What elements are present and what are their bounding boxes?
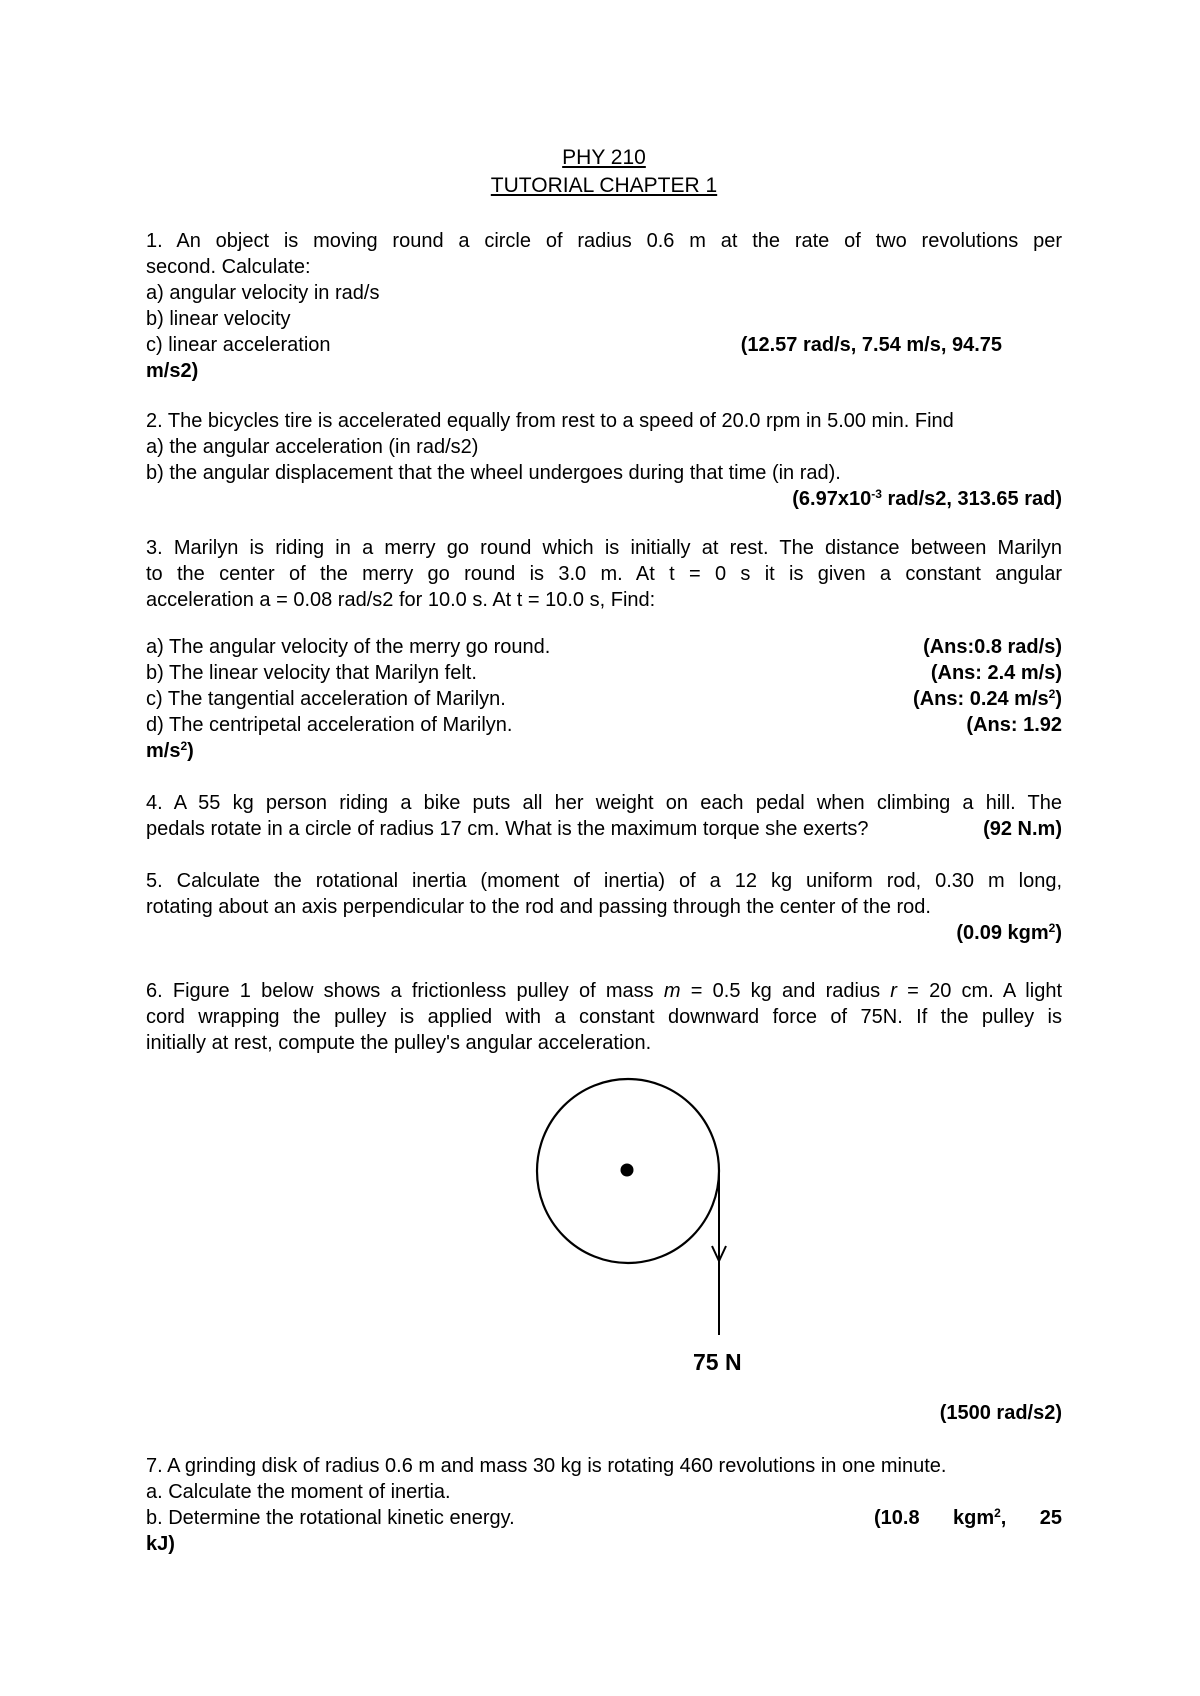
q4-line2: pedals rotate in a circle of radius 17 cm. What is the maximum torque she exerts? bbox=[146, 818, 869, 840]
question-4 bbox=[146, 790, 1062, 842]
q3-answer-c-close: ) bbox=[1055, 688, 1062, 710]
q5-line2: rotating about an axis perpendicular to the rod and passing through the center of the rod. bbox=[146, 896, 931, 918]
q7-answer-value: (10.8 bbox=[874, 1507, 920, 1529]
q1-line2: second. Calculate: bbox=[146, 256, 311, 278]
q5-answer-exponent: 2 bbox=[1048, 921, 1056, 935]
q3-answer-d-exponent: 2 bbox=[180, 739, 188, 753]
q3-part-a-row bbox=[146, 634, 1062, 660]
q3-line3: acceleration a = 0.08 rad/s2 for 10.0 s. At t = 10.0 s, Find: bbox=[146, 589, 656, 611]
q5-answer-base: (0.09 kgm bbox=[956, 922, 1049, 944]
q4-line2-row bbox=[146, 816, 1062, 842]
q3-part-c: c) The tangential acceleration of Marilyn. bbox=[146, 688, 506, 710]
question-3-parts bbox=[146, 634, 1062, 764]
q3-part-b: b) The linear velocity that Marilyn felt. bbox=[146, 662, 477, 684]
q1-answer-cont: m/s2) bbox=[146, 360, 199, 382]
q1-part-c: c) linear acceleration bbox=[146, 334, 331, 356]
q3-answer-d-unit: m/s bbox=[146, 740, 181, 762]
q3-answer-a: (Ans:0.8 rad/s) bbox=[923, 636, 1062, 658]
q7-answer-comma: , bbox=[1000, 1507, 1007, 1529]
q2-answer-rest: rad/s2, 313.65 rad) bbox=[881, 488, 1062, 510]
q6-mass-symbol: m bbox=[663, 980, 681, 1002]
q6-line1 bbox=[146, 978, 1062, 1004]
q1-part-a: a) angular velocity in rad/s bbox=[146, 282, 380, 304]
q5-answer-close: ) bbox=[1055, 922, 1062, 944]
question-3 bbox=[146, 535, 1062, 613]
q2-part-a: a) the angular acceleration (in rad/s2) bbox=[146, 436, 479, 458]
q6-answer: (1500 rad/s2) bbox=[939, 1402, 1062, 1424]
q2-answer bbox=[146, 486, 1062, 512]
q2-answer-base: (6.97x10 bbox=[792, 488, 872, 510]
force-arrow-icon bbox=[712, 1246, 726, 1261]
q1-part-c-row bbox=[146, 332, 1062, 358]
q6-line1-middle: = 0.5 kg and radius bbox=[680, 980, 891, 1002]
pulley-wheel bbox=[537, 1079, 719, 1263]
q3-answer-c-exponent: 2 bbox=[1048, 687, 1056, 701]
pulley-axle bbox=[621, 1164, 634, 1177]
question-1 bbox=[146, 228, 1062, 384]
course-code: PHY 210 bbox=[562, 146, 646, 169]
q3-answer-c bbox=[913, 686, 1062, 712]
q2-line1: 2. The bicycles tire is accelerated equally from rest to a speed of 20.0 rpm in 5.00 min. Find bbox=[146, 410, 954, 432]
q4-line1: 4. A 55 kg person riding a bike puts all her weight on each pedal when climbing a hill. The bbox=[146, 792, 1062, 814]
q6-line2: cord wrapping the pulley is applied with a constant downward force of 75N. If the pulley is bbox=[146, 1006, 1062, 1028]
q7-answer bbox=[874, 1505, 1062, 1531]
q3-answer-d: (Ans: 1.92 bbox=[966, 714, 1062, 736]
q2-answer-exponent: -3 bbox=[871, 487, 882, 501]
q3-answer-d-cont bbox=[146, 738, 1062, 764]
q3-part-d: d) The centripetal acceleration of Marilyn. bbox=[146, 714, 513, 736]
q3-part-a: a) The angular velocity of the merry go round. bbox=[146, 636, 551, 658]
question-7 bbox=[146, 1453, 1062, 1557]
q1-answer: (12.57 rad/s, 7.54 m/s, 94.75 bbox=[740, 334, 1002, 356]
q6-line3: initially at rest, compute the pulley's angular acceleration. bbox=[146, 1032, 652, 1054]
q1-line1: 1. An object is moving round a circle of radius 0.6 m at the rate of two revolutions per bbox=[146, 230, 1062, 252]
q7-answer-exponent: 2 bbox=[994, 1506, 1001, 1520]
q6-line1-end: = 20 cm. A light bbox=[896, 980, 1062, 1002]
q7-part-a: a. Calculate the moment of inertia. bbox=[146, 1481, 451, 1503]
question-5 bbox=[146, 868, 1062, 946]
q2-part-b: b) the angular displacement that the wheel undergoes during that time (in rad). bbox=[146, 462, 841, 484]
force-label: 75 N bbox=[693, 1349, 742, 1375]
q7-part-b-row bbox=[146, 1505, 1062, 1531]
q7-part-b: b. Determine the rotational kinetic energy. bbox=[146, 1507, 515, 1529]
q5-line1: 5. Calculate the rotational inertia (moment of inertia) of a 12 kg uniform rod, 0.30 m long, bbox=[146, 870, 1062, 892]
q7-answer-cont: kJ) bbox=[146, 1533, 175, 1555]
q6-line1-start: 6. Figure 1 below shows a frictionless pulley of mass bbox=[146, 980, 664, 1002]
q3-part-b-row bbox=[146, 660, 1062, 686]
q7-answer-unit: kgm bbox=[952, 1507, 995, 1529]
q3-answer-d-close: ) bbox=[187, 740, 194, 762]
q3-line2: to the center of the merry go round is 3.0 m. At t = 0 s it is given a constant angular bbox=[146, 563, 1062, 585]
q4-answer: (92 N.m) bbox=[983, 818, 1062, 840]
q7-answer-unit-group bbox=[953, 1505, 1006, 1531]
q7-line1: 7. A grinding disk of radius 0.6 m and mass 30 kg is rotating 460 revolutions in one minute. bbox=[146, 1455, 947, 1477]
q3-part-d-row bbox=[146, 712, 1062, 738]
q3-answer-c-base: (Ans: 0.24 m/s bbox=[913, 688, 1049, 710]
q6-radius-symbol: r bbox=[890, 980, 897, 1002]
question-2 bbox=[146, 408, 1062, 512]
question-6 bbox=[146, 978, 1062, 1056]
q1-part-b: b) linear velocity bbox=[146, 308, 291, 330]
q3-answer-b: (Ans: 2.4 m/s) bbox=[930, 662, 1062, 684]
q3-line1: 3. Marilyn is riding in a merry go round which is initially at rest. The distance between Marilyn bbox=[146, 537, 1062, 559]
q3-part-c-row bbox=[146, 686, 1062, 712]
q5-answer bbox=[146, 920, 1062, 946]
page-title: TUTORIAL CHAPTER 1 bbox=[490, 174, 718, 197]
q7-answer-energy: 25 bbox=[1039, 1507, 1062, 1529]
